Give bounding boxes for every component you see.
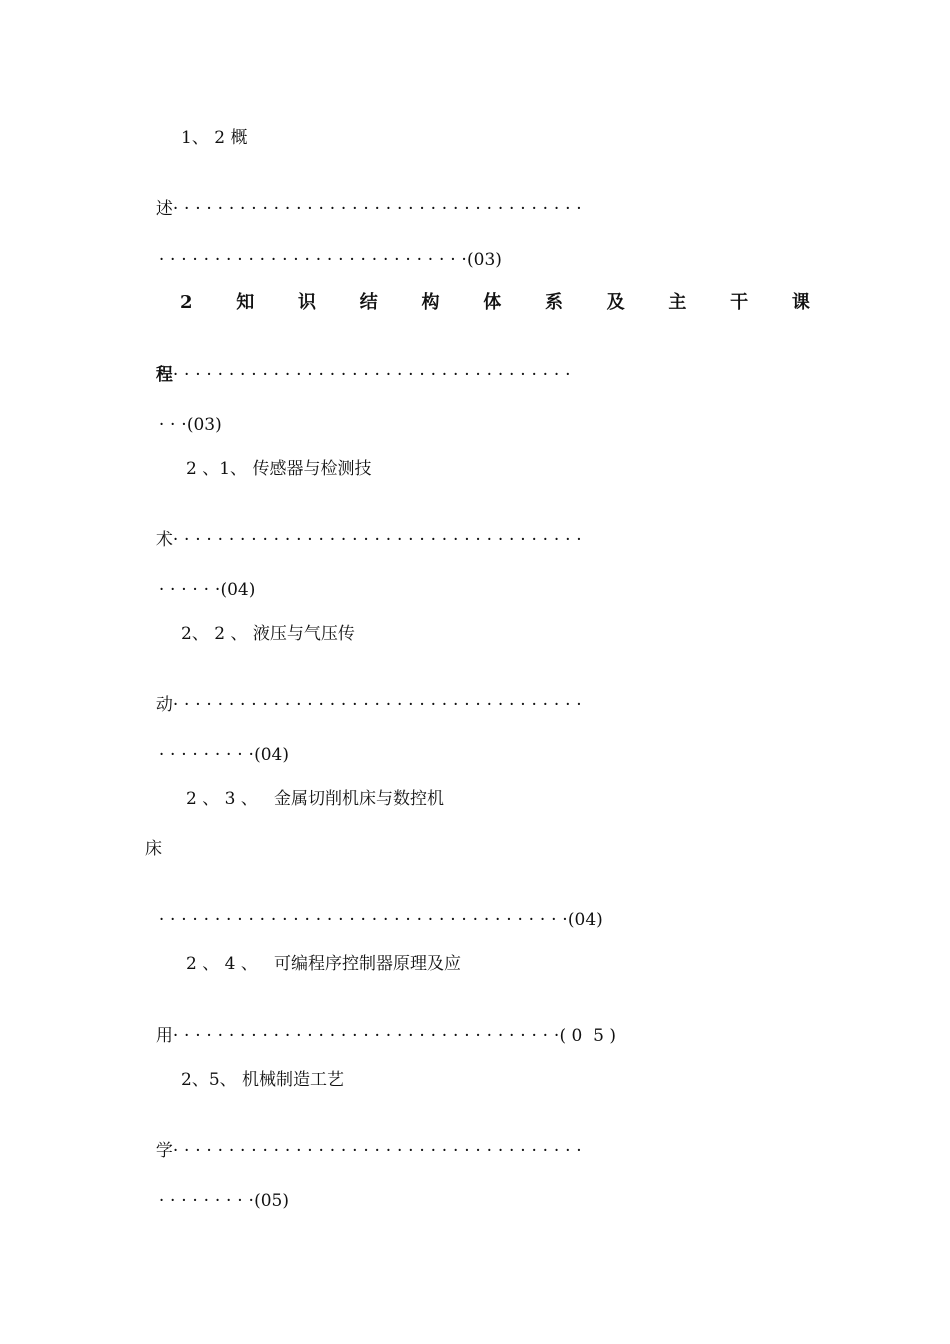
toc-entry-2-heading[interactable] <box>180 292 810 314</box>
toc-entry-2-3-heading: 2 、 3 、 金属切削机床与数控机 <box>186 789 445 809</box>
toc-entry-2-5-leader[interactable] <box>145 1118 582 1162</box>
dot-leader: · · · · · · · · · · · · · · · · · · · · · · · · · · · · · · · · · · · · · <box>158 910 568 930</box>
page-number: (03) <box>467 250 502 270</box>
heading-char: 2 <box>180 292 193 313</box>
toc-entry-1-2-page-line[interactable] <box>148 227 502 271</box>
toc-entry-2-2-page-line[interactable] <box>148 722 289 766</box>
toc-entry-1-2-heading: 1、 2 概 <box>181 128 248 148</box>
page-number: (05) <box>254 1191 289 1211</box>
dot-leader: · · · <box>158 415 187 435</box>
heading-char: 主 <box>668 292 687 313</box>
page-number: (04) <box>220 580 256 600</box>
dot-leader: · · · · · · <box>158 580 221 600</box>
heading-char: 识 <box>298 292 316 313</box>
page-number: (03) <box>186 415 222 435</box>
toc-entry-2-5-heading: 2、5、 机械制造工艺 <box>181 1070 345 1090</box>
page-number: (04) <box>254 745 289 765</box>
dot-leader: · · · · · · · · · · · · · · · · · · · · · · · · · · · · <box>158 250 468 270</box>
dot-leader: · · · · · · · · · · · · · · · · · · · · · · · · · · · · · · · · · · · · · <box>172 530 582 550</box>
heading-char: 课 <box>791 292 810 313</box>
page-number: (04) <box>567 910 603 930</box>
toc-entry-2-2-leader[interactable] <box>145 672 582 716</box>
toc-entry-text: 术 <box>155 530 173 550</box>
toc-entry-2-3-text: 床 <box>145 839 162 859</box>
toc-entry-2-3-page-line[interactable] <box>148 887 603 931</box>
heading-char: 知 <box>236 292 255 313</box>
toc-entry-text: 用 <box>155 1026 173 1046</box>
toc-entry-2-4-heading: 2 、 4 、 可编程序控制器原理及应 <box>186 954 462 974</box>
dot-leader: · · · · · · · · · · · · · · · · · · · · · · · · · · · · · · · · · · · · <box>172 365 571 385</box>
heading-char: 干 <box>730 292 749 313</box>
heading-char: 结 <box>359 292 378 313</box>
toc-entry-text: 程 <box>155 365 173 385</box>
dot-leader: · · · · · · · · · · · · · · · · · · · · · · · · · · · · · · · · · · · <box>172 1026 560 1046</box>
toc-entry-text: 述 <box>155 199 173 219</box>
toc-entry-2-leader[interactable] <box>145 342 571 386</box>
heading-char: 及 <box>606 292 625 313</box>
page-number: ( 0 5 ) <box>559 1026 616 1046</box>
dot-leader: · · · · · · · · · <box>158 1191 255 1211</box>
toc-entry-2-1-page-line[interactable] <box>148 557 255 601</box>
dot-leader: · · · · · · · · · · · · · · · · · · · · · · · · · · · · · · · · · · · · · <box>172 199 582 219</box>
heading-char: 系 <box>544 292 563 313</box>
toc-entry-text: 学 <box>155 1141 173 1161</box>
toc-entry-2-page-line[interactable] <box>148 392 222 436</box>
dot-leader: · · · · · · · · · <box>158 745 255 765</box>
dot-leader: · · · · · · · · · · · · · · · · · · · · · · · · · · · · · · · · · · · · · <box>172 695 582 715</box>
heading-char: 构 <box>421 292 440 313</box>
toc-entry-2-2-heading: 2、 2 、 液压与气压传 <box>181 624 355 644</box>
toc-entry-2-5-page-line[interactable] <box>148 1168 289 1212</box>
toc-entry-2-1-leader[interactable] <box>145 507 582 551</box>
toc-entry-2-4-page-line[interactable] <box>145 1003 616 1047</box>
dot-leader: · · · · · · · · · · · · · · · · · · · · · · · · · · · · · · · · · · · · · <box>172 1141 582 1161</box>
toc-entry-1-2-leader[interactable] <box>145 176 582 220</box>
toc-entry-text: 动 <box>155 695 173 715</box>
heading-char: 体 <box>483 292 502 313</box>
toc-entry-2-1-heading: 2 、1、 传感器与检测技 <box>186 459 372 479</box>
